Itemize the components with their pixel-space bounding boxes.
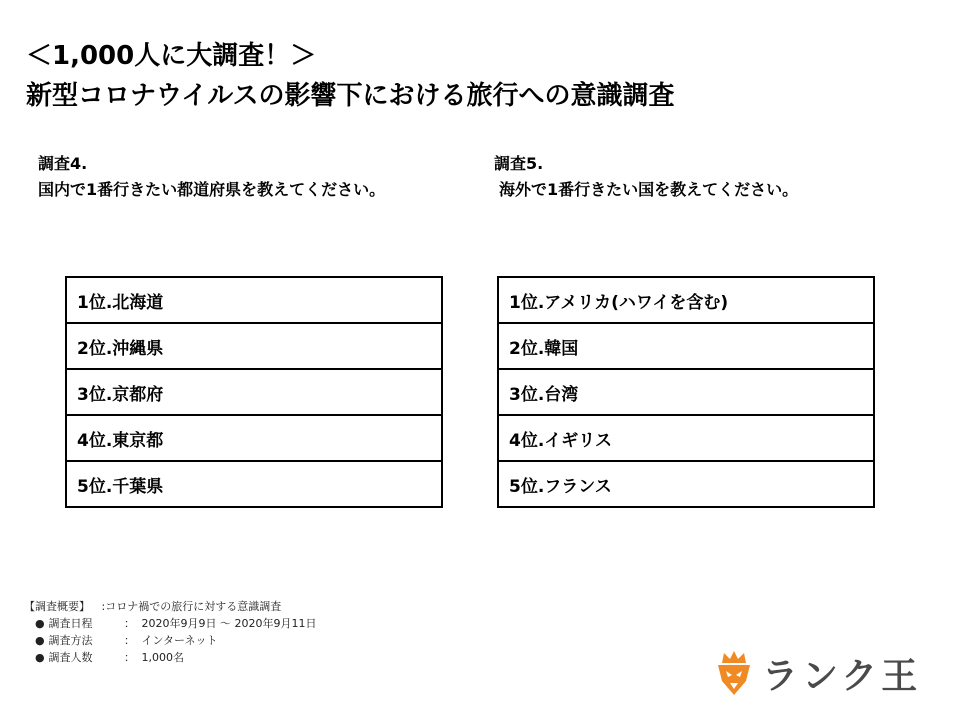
title-line-2: 新型コロナウイルスの影響下における旅行への意識調査 xyxy=(26,81,675,111)
survey-4-question-text: 国内で1番行きたい都道府県を教えてください。 xyxy=(38,180,386,199)
rank-cell: 2位.韓国 xyxy=(498,323,874,369)
survey-4-question xyxy=(38,151,385,203)
overview-item xyxy=(24,649,316,666)
survey-5-question-text: 海外で1番行きたい国を教えてください。 xyxy=(499,180,799,199)
survey-4-ranking-table xyxy=(65,276,443,508)
overview-separator: ： xyxy=(124,634,135,647)
rank-cell: 1位.アメリカ(ハワイを含む) xyxy=(498,277,874,323)
table-row xyxy=(498,277,874,323)
logo-text: ランク王 xyxy=(762,655,922,697)
table-row xyxy=(498,369,874,415)
overview-separator: ： xyxy=(124,651,135,664)
overview-item-value: インターネット xyxy=(141,634,218,647)
survey-5-heading: 調査5. xyxy=(494,154,544,173)
crowned-fox-icon xyxy=(716,651,752,695)
bullet-icon: ● xyxy=(35,651,45,664)
table-row xyxy=(498,323,874,369)
survey-4-heading: 調査4. xyxy=(38,154,88,173)
table-row xyxy=(66,461,442,507)
overview-row xyxy=(24,598,316,615)
rank-cell: 1位.北海道 xyxy=(66,277,442,323)
rank-cell: 3位.台湾 xyxy=(498,369,874,415)
rank-cell: 3位.京都府 xyxy=(66,369,442,415)
overview-item-value: 2020年9月9日 〜 2020年9月11日 xyxy=(141,617,317,630)
overview-item-label: 調査日程 xyxy=(48,617,93,630)
overview-item xyxy=(24,615,316,632)
rank-cell: 4位.東京都 xyxy=(66,415,442,461)
bullet-icon: ● xyxy=(35,617,45,630)
table-row xyxy=(66,369,442,415)
overview-item-value: 1,000名 xyxy=(141,651,184,664)
rank-cell: 5位.千葉県 xyxy=(66,461,442,507)
rank-king-logo xyxy=(716,651,921,695)
survey-5-question xyxy=(494,151,798,203)
overview-value: :コロナ禍での旅行に対する意識調査 xyxy=(101,600,282,613)
table-row xyxy=(66,277,442,323)
overview-separator: ： xyxy=(124,617,135,630)
table-row xyxy=(498,461,874,507)
overview-item xyxy=(24,632,316,649)
bullet-icon: ● xyxy=(35,634,45,647)
rank-cell: 5位.フランス xyxy=(498,461,874,507)
rank-cell: 2位.沖縄県 xyxy=(66,323,442,369)
table-row xyxy=(66,415,442,461)
table-row xyxy=(66,323,442,369)
overview-item-label: 調査方法 xyxy=(48,634,93,647)
rank-cell: 4位.イギリス xyxy=(498,415,874,461)
title-line-1: ＜1,000人に大調査！＞ xyxy=(26,41,317,71)
overview-item-label: 調査人数 xyxy=(48,651,93,664)
survey-overview xyxy=(24,598,316,666)
page-title xyxy=(26,36,674,116)
table-row xyxy=(498,415,874,461)
survey-5-ranking-table xyxy=(497,276,875,508)
overview-label: 【調査概要】 xyxy=(24,600,90,613)
